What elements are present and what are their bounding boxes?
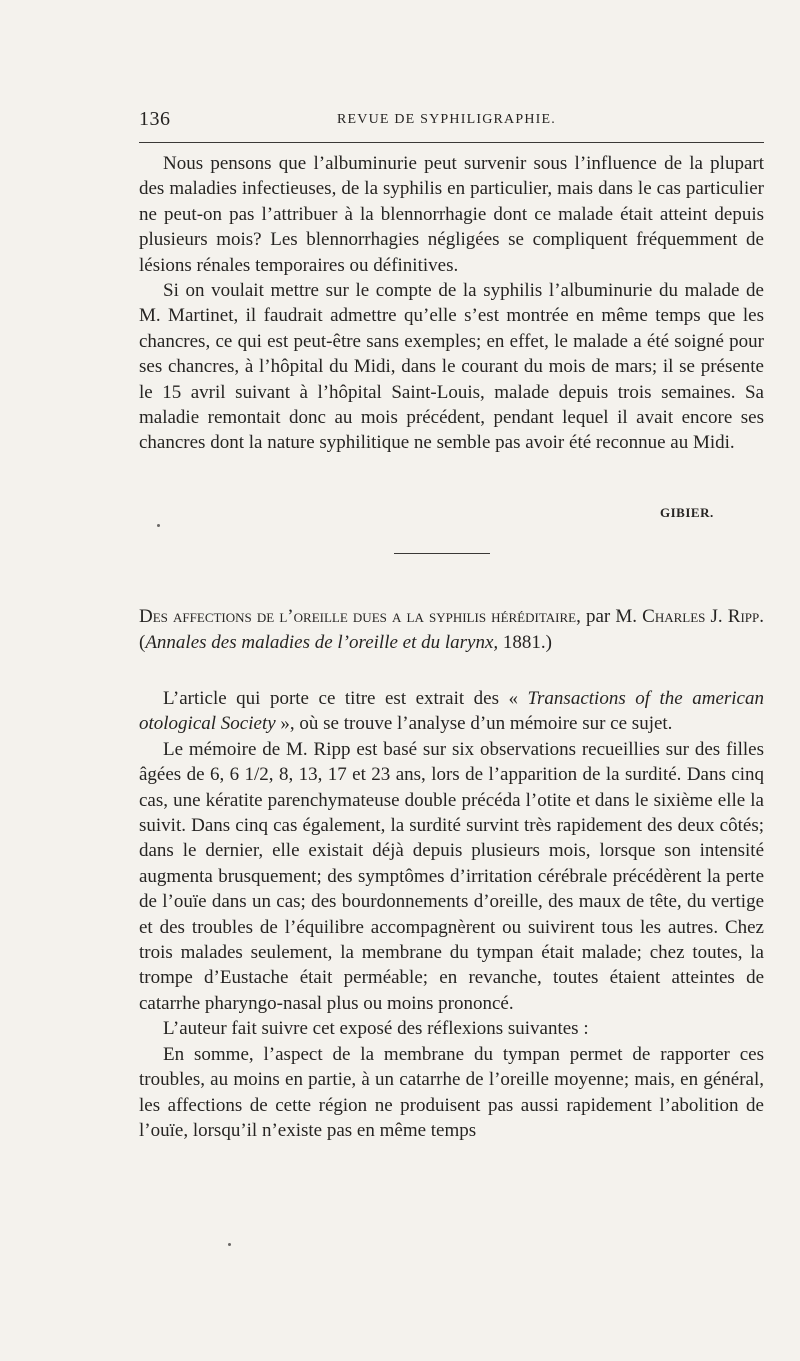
journal-title: REVUE DE SYPHILIGRAPHIE. bbox=[337, 112, 556, 127]
paragraph: L’auteur fait suivre cet exposé des réflexions suivantes : bbox=[163, 1018, 589, 1040]
heading-paren-open: ( bbox=[139, 632, 146, 653]
article-title: Des affections de l’oreille dues a la syphilis héréditaire, bbox=[139, 606, 581, 627]
first-section-text bbox=[139, 151, 764, 456]
paper-speck bbox=[228, 1243, 231, 1246]
p1-end: », où se trouve l’analyse d’un mémoire sur ce sujet. bbox=[275, 713, 673, 735]
paragraph: Le mémoire de M. Ripp est basé sur six observations recueillies sur des filles âgées de 6, 6 1/2, 8, 13, 17 et 23 ans, lors de l’apparition de la surdité. Dans cinq cas, une kératite parenchymateuse double précéda l’otite et dans le sixième elle la suivit. Dans cinq cas également, la surdité survint très rapidement des deux côtés; dans le dernier, elle existait déjà depuis plusieurs mois, lorsque son intensité augmenta brusquement; des symptômes d’irritation cérébrale précédèrent la perte de l’ouïe dans un cas; des bourdonnements d’oreille, des maux de tête, du vertige et des troubles de l’équilibre accompagnèrent ou suivirent tous les autres. Chez trois malades seulement, la membrane du tympan était malade; chez toutes, la trompe d’Eustache était perméable; en revanche, toutes étaient atteintes de catarrhe pharyngo-nasal plus ou moins prononcé. bbox=[139, 738, 764, 1014]
paragraph: Si on voulait mettre sur le compte de la syphilis l’albuminurie du malade de M. Martinet, il faudrait admettre qu’elle s’est montrée en même temps que les chancres, ce qui est peut-être sans exemples; en effet, le malade a été soigné pour ses chancres, à l’hôpital du Midi, dans le courant du mois de mars; il se présente le 15 avril suivant à l’hôpital Saint-Louis, malade depuis trois semaines. Sa maladie remontait donc au mois précédent, pendant lequel il avait encore ses chancres dont la nature syphilitique ne semble pas avoir été reconnue au Midi. bbox=[139, 280, 764, 454]
paper-speck bbox=[157, 524, 160, 527]
section-divider bbox=[394, 553, 490, 554]
p1-start: L’article qui porte ce titre est extrait des « bbox=[163, 688, 528, 709]
page-number: 136 bbox=[139, 108, 171, 130]
paragraph bbox=[139, 686, 764, 737]
running-head bbox=[139, 108, 764, 132]
heading-by: par M. bbox=[580, 606, 643, 627]
article-heading bbox=[139, 604, 764, 656]
article-source: Annales des maladies de l’oreille et du larynx, bbox=[145, 632, 499, 653]
header-rule bbox=[139, 142, 764, 143]
p1-italic: Transactions of the american otological Society bbox=[139, 688, 764, 735]
paragraph: Nous pensons que l’albuminurie peut survenir sous l’influence de la plupart des maladies infectieuses, de la syphilis en particulier, mais dans le cas particulier ne peut-on pas l’attribuer à la blennorrhagie dont ce malade était atteint depuis plusieurs mois? Les blennorrhagies négligées se compliquent fréquemment de lésions rénales temporaires ou définitives. bbox=[139, 153, 764, 276]
paragraph: En somme, l’aspect de la membrane du tympan permet de rapporter ces troubles, au moins en partie, à un catarrhe de l’oreille moyenne; mais, en général, les affections de cette région ne produisent pas aussi rapidement l’abolition de l’ouïe, lorsqu’il n’existe pas en même temps bbox=[139, 1043, 764, 1141]
article-body bbox=[139, 686, 764, 1143]
article-author: Charles J. Ripp. bbox=[642, 606, 764, 627]
heading-paren-close: 1881.) bbox=[498, 632, 552, 653]
author-signature: GIBIER. bbox=[660, 505, 714, 520]
